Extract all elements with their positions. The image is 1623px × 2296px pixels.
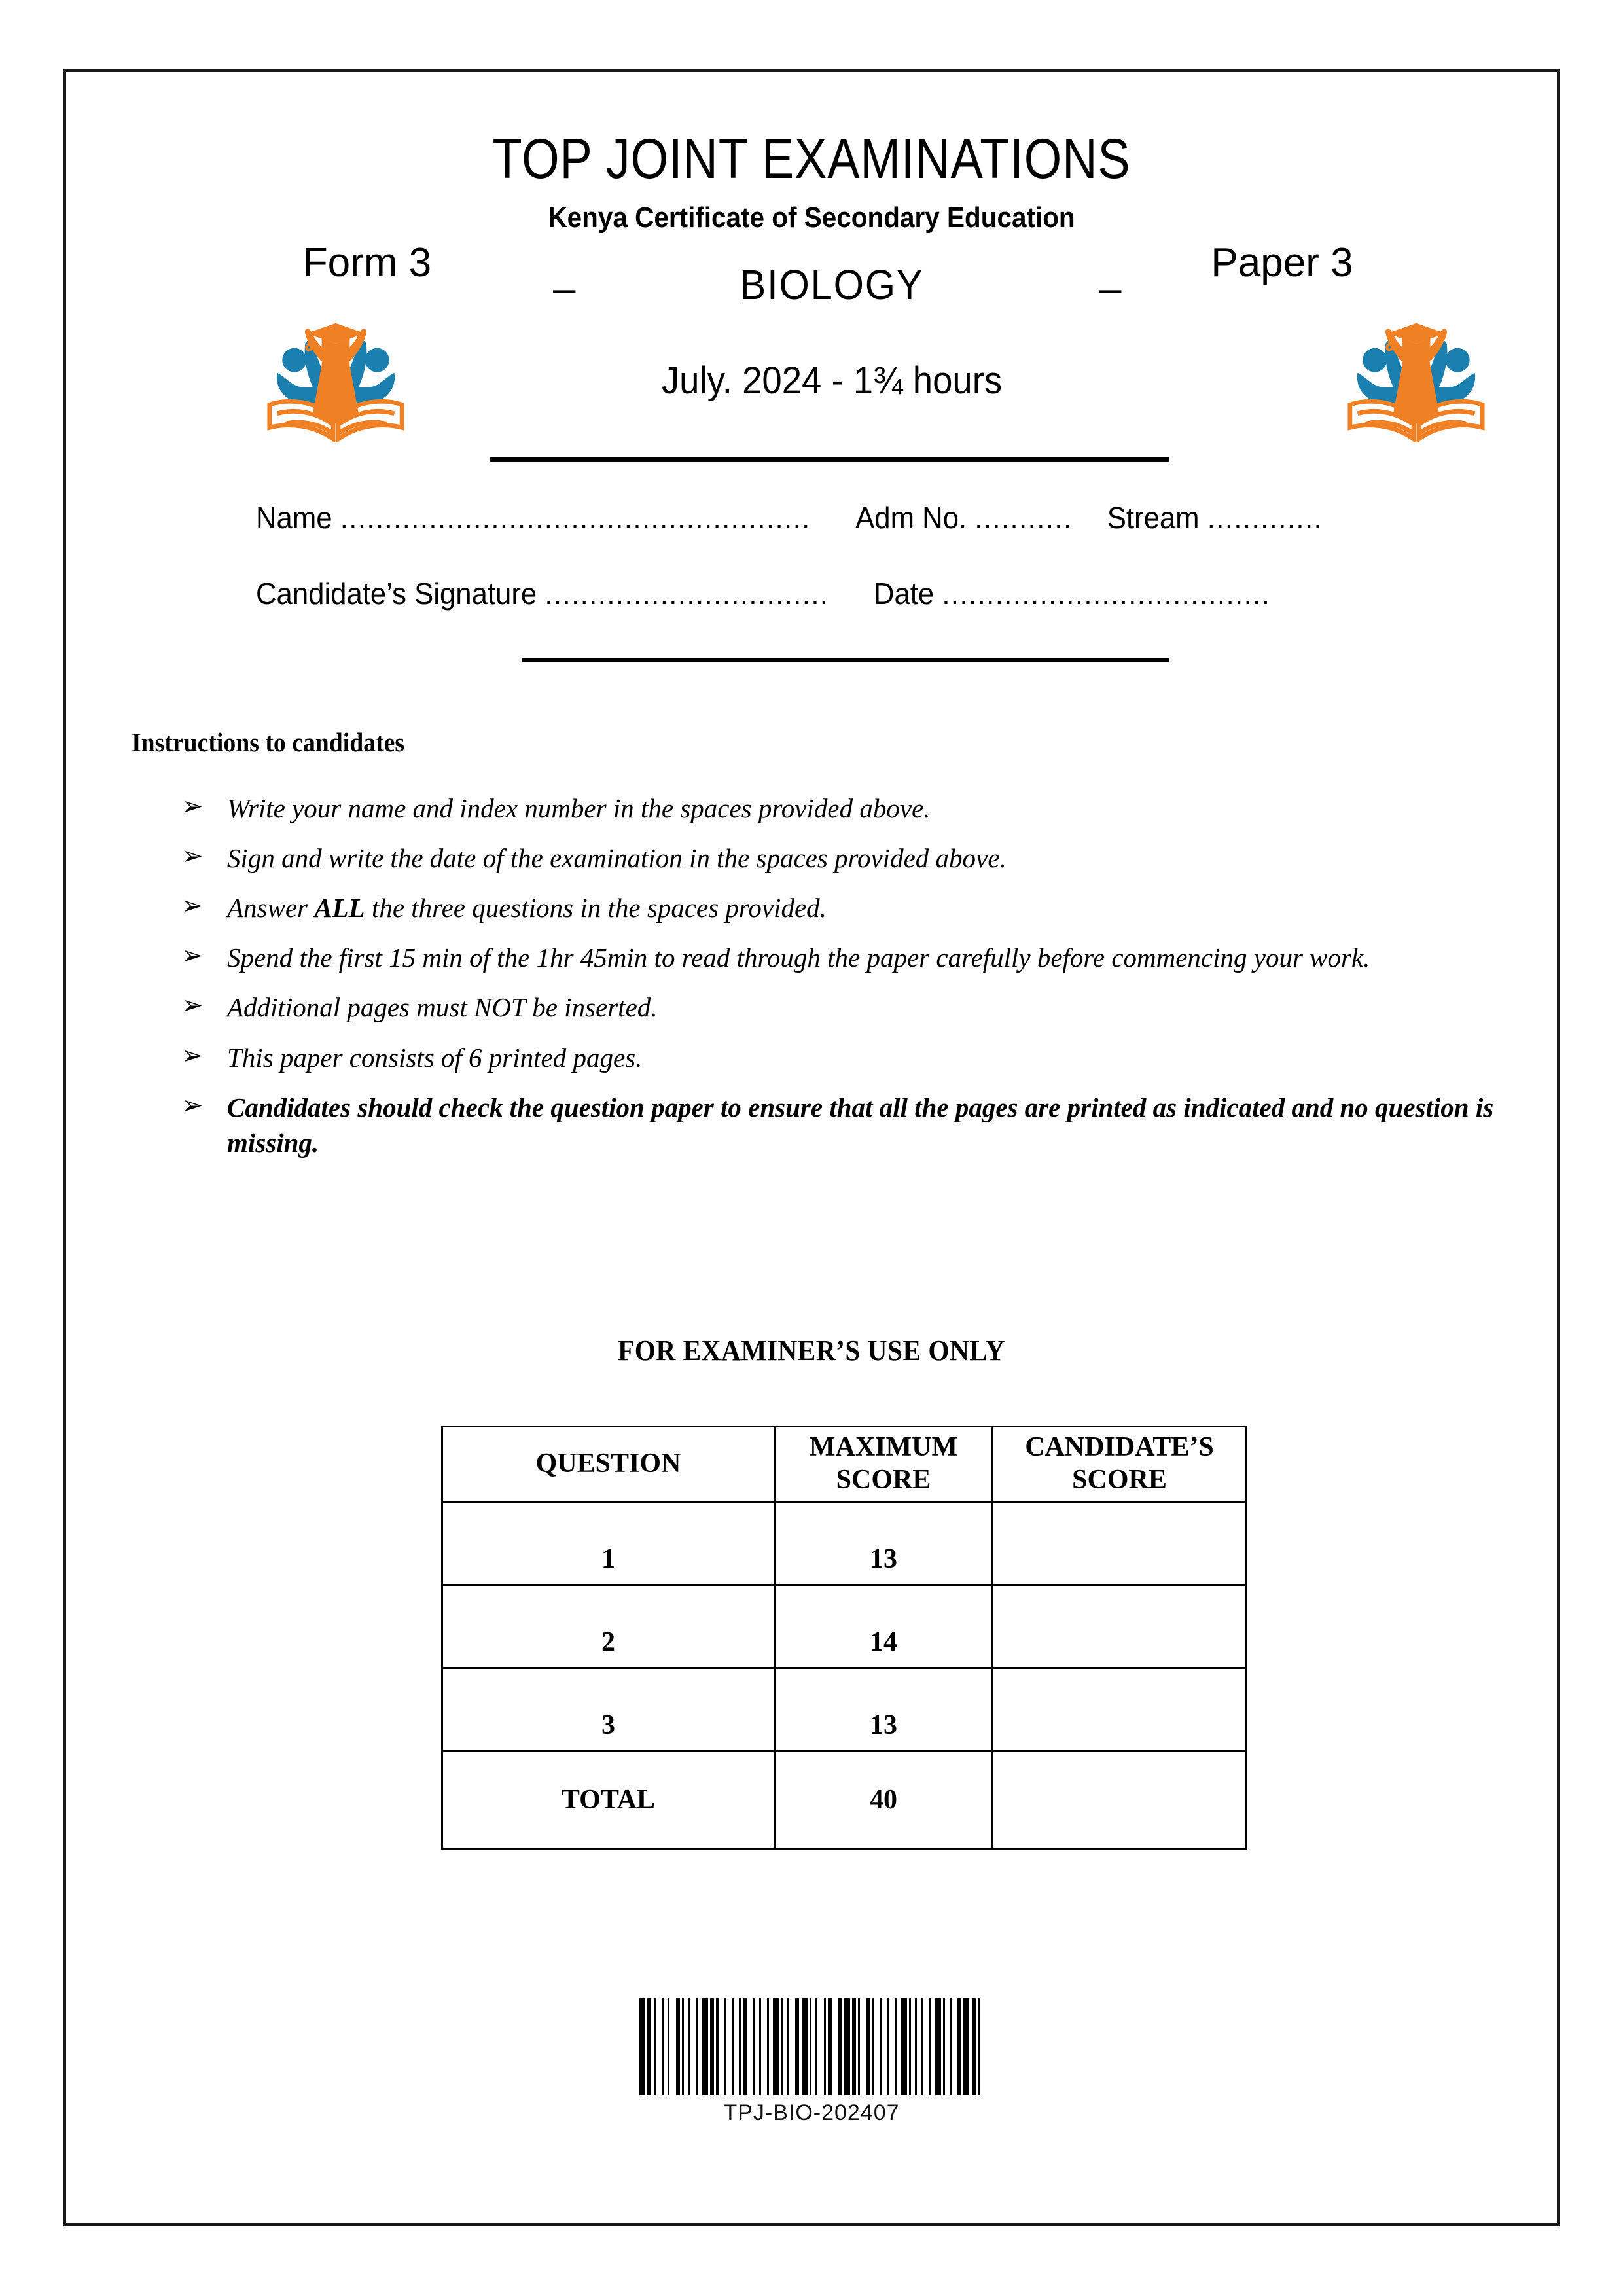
table-header-row — [442, 1427, 1247, 1502]
maximum-score-cell: 14 — [775, 1585, 993, 1668]
candidate-score-cell[interactable] — [993, 1585, 1247, 1668]
exam-header — [66, 72, 1557, 611]
stream-label: Stream — [1107, 501, 1200, 535]
instruction-text: Candidates should check the question paper to ensure that all the pages are printed as indicated and no question is missing. — [227, 1092, 1494, 1158]
instructions-heading: Instructions to candidates — [132, 727, 405, 757]
name-label: Name — [256, 501, 332, 535]
bullet-arrow-icon: ➢ — [181, 791, 204, 821]
table-row — [442, 1668, 1247, 1751]
instruction-item — [177, 840, 1525, 876]
instruction-text: Sign and write the date of the examination in the spaces provided above. — [227, 843, 1007, 874]
adm-no-label: Adm No. — [855, 501, 967, 535]
candidate-score-cell[interactable] — [993, 1668, 1247, 1751]
instruction-item — [177, 990, 1525, 1025]
candidate-signature-row — [256, 576, 1270, 611]
instruction-text: Additional pages must NOT be inserted. — [227, 992, 658, 1023]
graduation-book-logo-left — [266, 312, 406, 442]
question-cell: TOTAL — [442, 1751, 775, 1849]
name-input-dots[interactable]: ..................................................... — [340, 501, 811, 535]
date-input-dots[interactable]: ..................................... — [942, 577, 1271, 611]
dash-separator-left: – — [553, 266, 576, 311]
bullet-arrow-icon: ➢ — [181, 941, 204, 971]
table-row — [442, 1751, 1247, 1849]
maximum-score-cell: 13 — [775, 1668, 993, 1751]
instruction-item — [177, 890, 1525, 925]
subject-name: BIOLOGY — [740, 261, 924, 308]
column-header-text: CANDIDATE’S — [1025, 1432, 1214, 1463]
candidate-score-cell[interactable] — [993, 1502, 1247, 1585]
exam-date-duration: July. 2024 - 1¾ hours — [661, 359, 1003, 402]
bullet-arrow-icon: ➢ — [181, 990, 204, 1021]
signature-label: Candidate’s Signature — [256, 577, 537, 611]
instruction-text: Answer ALL the three questions in the spaces provided. — [227, 893, 827, 924]
instruction-text: Spend the first 15 min of the 1hr 45min to read through the paper carefully before commencing your work. — [227, 942, 1370, 973]
instruction-text: Write your name and index number in the spaces provided above. — [227, 793, 931, 823]
instruction-item — [177, 1040, 1525, 1075]
bullet-arrow-icon: ➢ — [181, 841, 204, 872]
stream-input-dots[interactable]: ............. — [1207, 501, 1323, 535]
column-header-text: SCORE — [1072, 1465, 1167, 1495]
column-header-maximum-score — [775, 1427, 993, 1502]
exam-subtitle: Kenya Certificate of Secondary Education — [548, 202, 1075, 234]
paper-number-label: Paper 3 — [1211, 240, 1353, 285]
instruction-item — [177, 1090, 1525, 1160]
header-rule-top — [490, 457, 1169, 462]
date-label: Date — [873, 577, 935, 611]
bullet-arrow-icon: ➢ — [181, 1040, 204, 1071]
bullet-arrow-icon: ➢ — [181, 891, 204, 922]
dash-separator-right: – — [1099, 266, 1122, 311]
question-cell: 1 — [442, 1502, 775, 1585]
signature-input-dots[interactable]: ................................ — [544, 577, 829, 611]
instruction-text: This paper consists of 6 printed pages. — [227, 1042, 643, 1073]
barcode-label: TPJ-BIO-202407 — [723, 2100, 900, 2125]
column-header-text: MAXIMUM — [809, 1432, 958, 1463]
header-rule-bottom — [522, 658, 1169, 662]
form-level-label: Form 3 — [302, 240, 432, 285]
examiner-use-heading: FOR EXAMINER’S USE ONLY — [618, 1335, 1005, 1367]
column-header-question — [442, 1427, 775, 1502]
table-row — [442, 1585, 1247, 1668]
barcode-block — [66, 1990, 1557, 2126]
bullet-arrow-icon: ➢ — [181, 1090, 204, 1121]
table-row — [442, 1502, 1247, 1585]
barcode-image — [639, 1998, 984, 2095]
candidate-identity-row — [256, 500, 1323, 535]
column-header-candidate-score — [993, 1427, 1247, 1502]
question-cell: 3 — [442, 1668, 775, 1751]
question-cell: 2 — [442, 1585, 775, 1668]
maximum-score-cell: 40 — [775, 1751, 993, 1849]
instruction-item — [177, 791, 1525, 826]
maximum-score-cell: 13 — [775, 1502, 993, 1585]
candidate-score-cell[interactable] — [993, 1751, 1247, 1849]
instruction-item — [177, 940, 1525, 975]
column-header-text: SCORE — [836, 1465, 931, 1495]
column-header-text: QUESTION — [535, 1448, 681, 1479]
graduation-book-logo-right — [1346, 312, 1486, 442]
instructions-list — [177, 791, 1525, 1175]
exam-title: TOP JOINT EXAMINATIONS — [492, 128, 1131, 190]
adm-no-input-dots[interactable]: ........... — [974, 501, 1073, 535]
examiner-score-table — [441, 1426, 1247, 1850]
page-border — [63, 69, 1560, 2226]
